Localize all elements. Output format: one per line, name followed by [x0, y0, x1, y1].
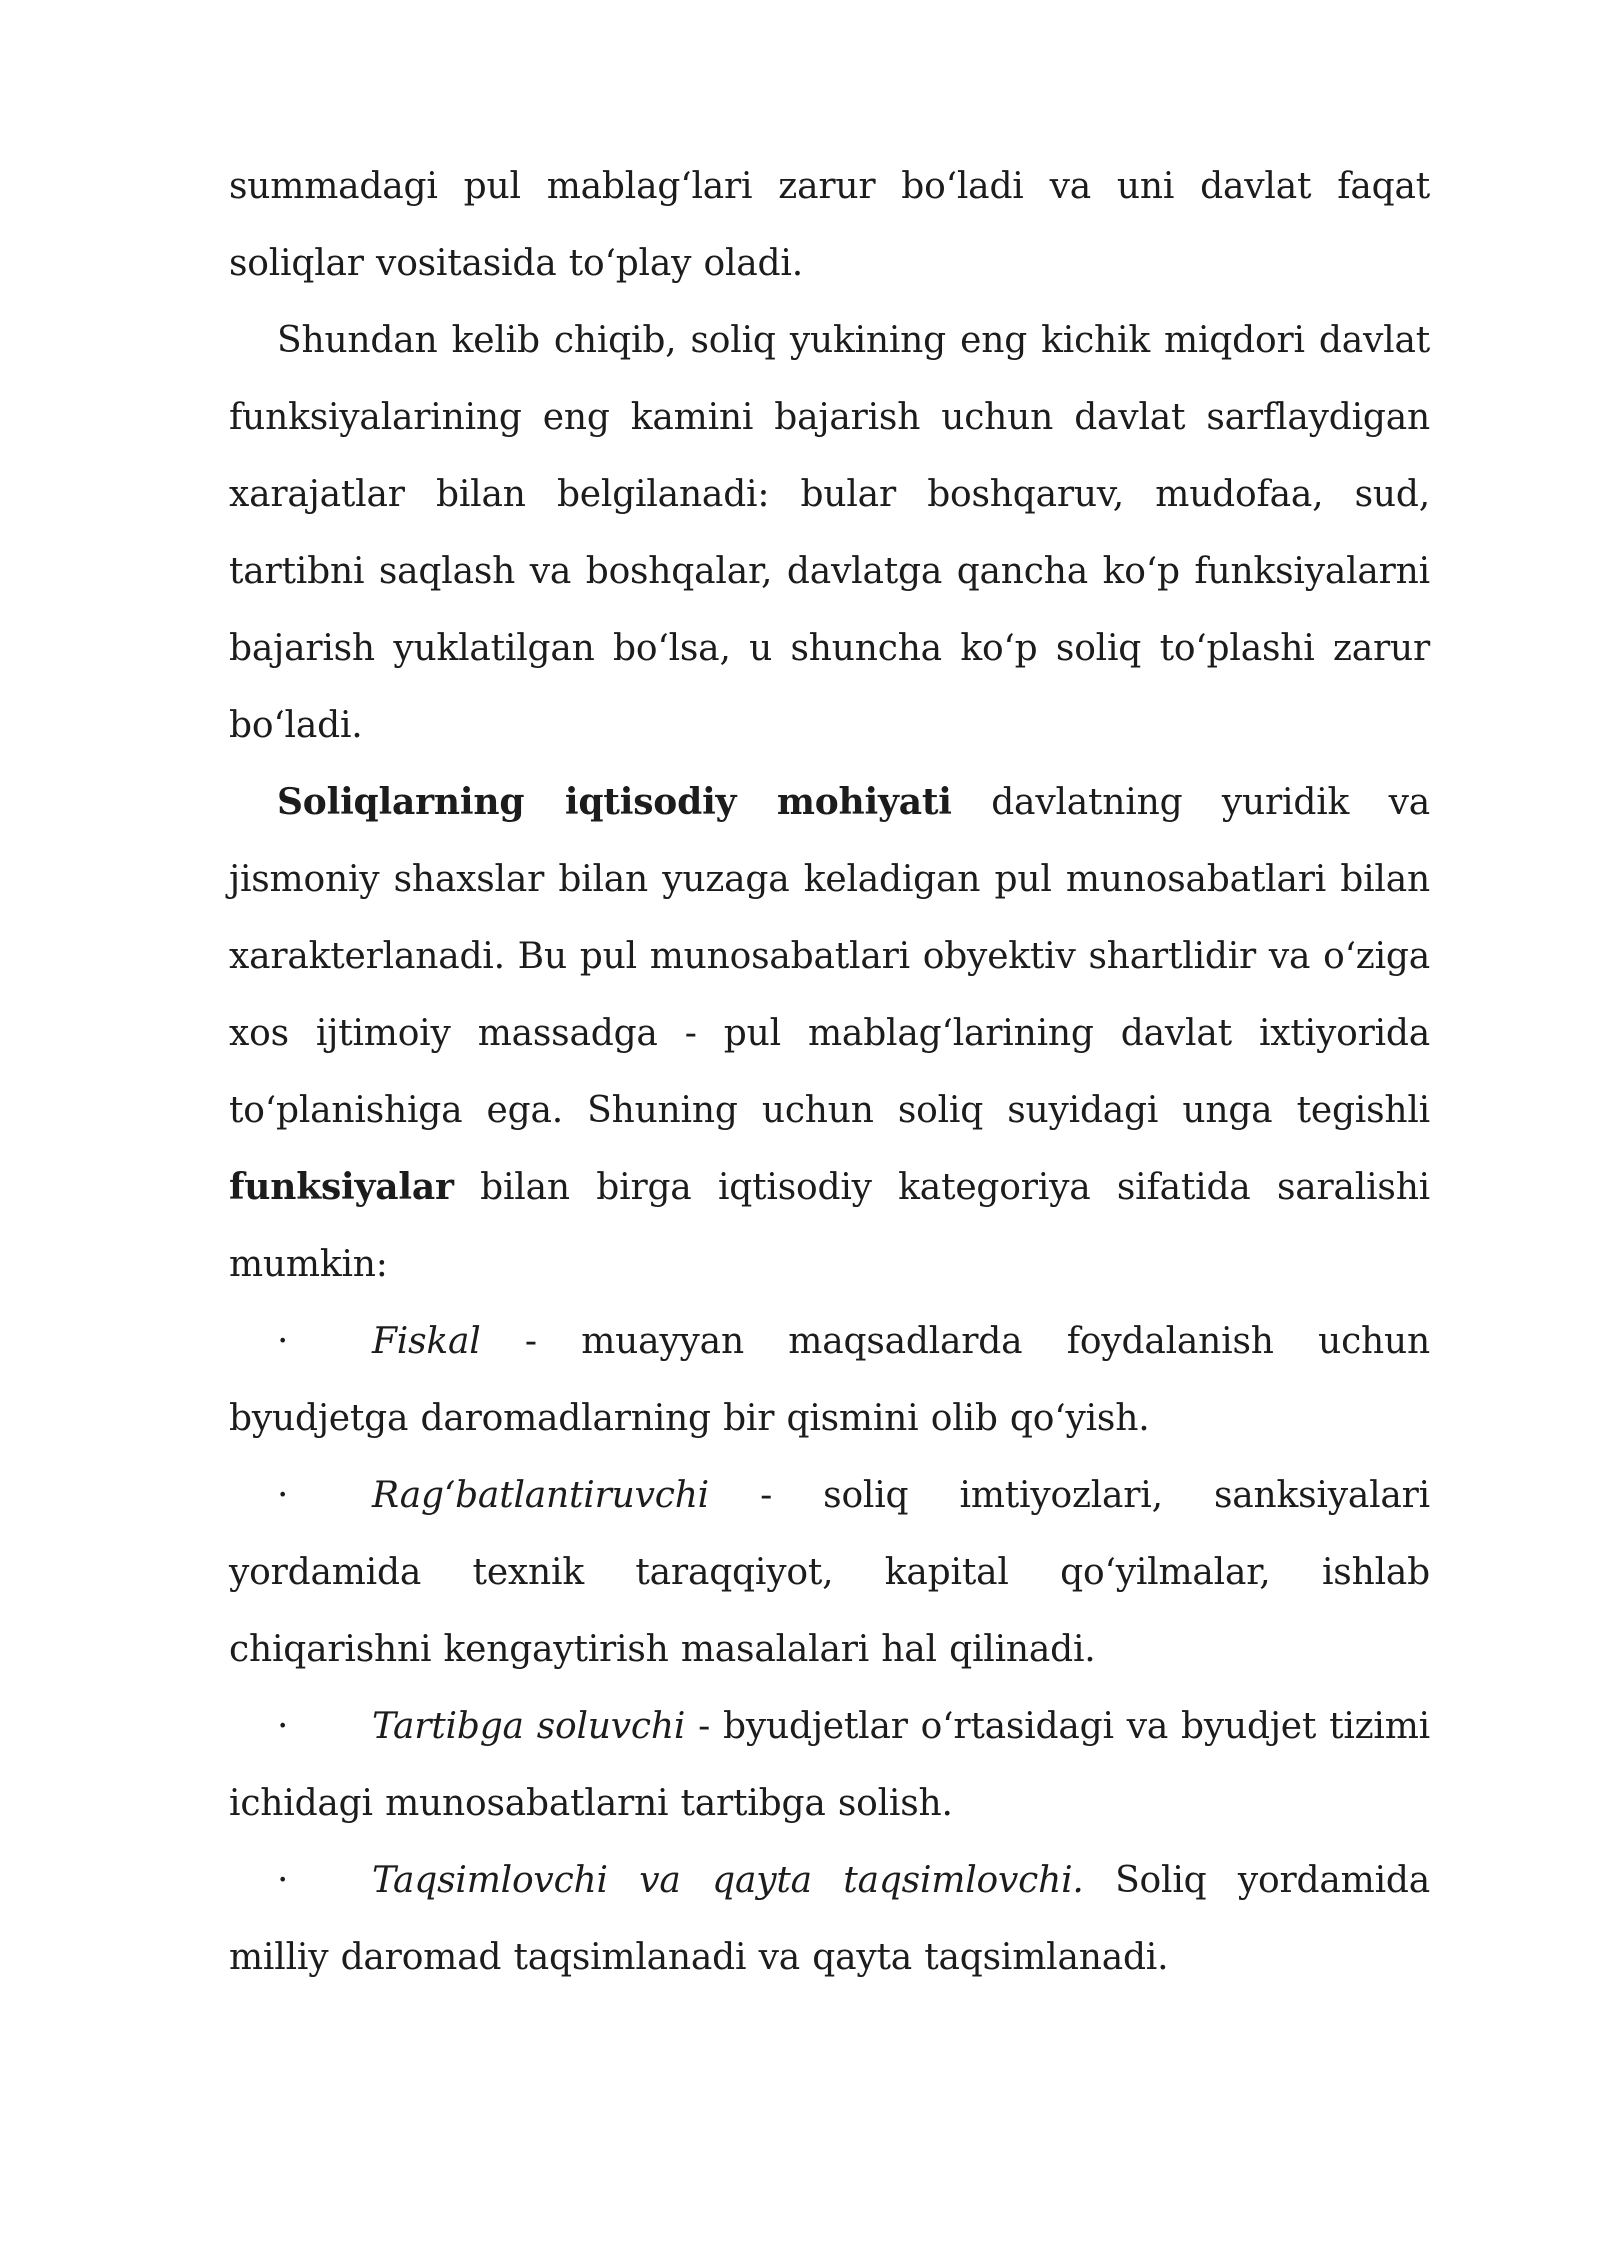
- list-item-term: Ragʻbatlantiruvchi: [372, 1475, 709, 1516]
- list-item-stimulating: [229, 1457, 1430, 1688]
- paragraph-tax-burden: Shundan kelib chiqib, soliq yukining eng kichik miqdori davlat funksiyalarining eng kamini bajarish uchun davlat sarflaydigan xarajatlar bilan belgilanadi: bular boshqaruv, mudofaa, sud, tartibni saqlash va boshqalar, davlatga qancha koʻp funksiyalarni bajarish yuklatilgan boʻlsa, u shuncha koʻp soliq toʻplashi zarur boʻladi.: [229, 320, 1430, 746]
- paragraph-continuation: summadagi pul mablagʻlari zarur boʻladi va uni davlat faqat soliqlar vositasida toʻplay oladi.: [229, 166, 1430, 284]
- bold-term-functions: funksiyalar: [229, 1166, 454, 1208]
- list-item-text: - byudjetlar oʻrtasidagi va byudjet tizimi ichidagi munosabatlarni tartibga solish.: [229, 1706, 1431, 1824]
- list-item-text: - muayyan maqsadlarda foydalanish uchun byudjetga daromadlarning bir qismini olib qoʻyish.: [229, 1321, 1430, 1439]
- document-page: [229, 148, 1430, 1996]
- bullet-icon: ·: [277, 1475, 289, 1516]
- bullet-icon: ·: [277, 1860, 289, 1901]
- paragraph-text: davlatning yuridik va jismoniy shaxslar bilan yuzaga keladigan pul munosabatlari bilan xarakterlanadi. Bu pul munosabatlari obyektiv shartlidir va oʻziga xos ijtimoiy massadga - pul mablagʻlarining davlat ixtiyorida toʻplanishiga ega. Shuning uchun soliq suyidagi unga tegishli: [229, 782, 1430, 1131]
- paragraph-economic-essence: [229, 764, 1430, 1303]
- list-item-regulating: [229, 1688, 1430, 1842]
- bullet-icon: ·: [277, 1706, 289, 1747]
- list-item-text: Soliq yordamida milliy daromad taqsimlanadi va qayta taqsimlanadi.: [229, 1860, 1430, 1978]
- bullet-icon: ·: [277, 1321, 289, 1362]
- list-item-distributing: [229, 1842, 1430, 1996]
- list-item-term: Tartibga soluvchi: [372, 1706, 686, 1747]
- list-item-term: Taqsimlovchi va qayta taqsimlovchi.: [372, 1860, 1084, 1901]
- list-item-term: Fiskal: [372, 1321, 481, 1362]
- bold-term-economic-essence: Soliqlarning iqtisodiy mohiyati: [277, 781, 952, 823]
- paragraph-text: bilan birga iqtisodiy kategoriya sifatida saralishi mumkin:: [229, 1167, 1430, 1285]
- list-item-text: - soliq imtiyozlari, sanksiyalari yordamida texnik taraqqiyot, kapital qoʻyilmalar, ishlab chiqarishni kengaytirish masalalari hal qilinadi.: [229, 1475, 1430, 1670]
- list-item-fiscal: [229, 1303, 1430, 1457]
